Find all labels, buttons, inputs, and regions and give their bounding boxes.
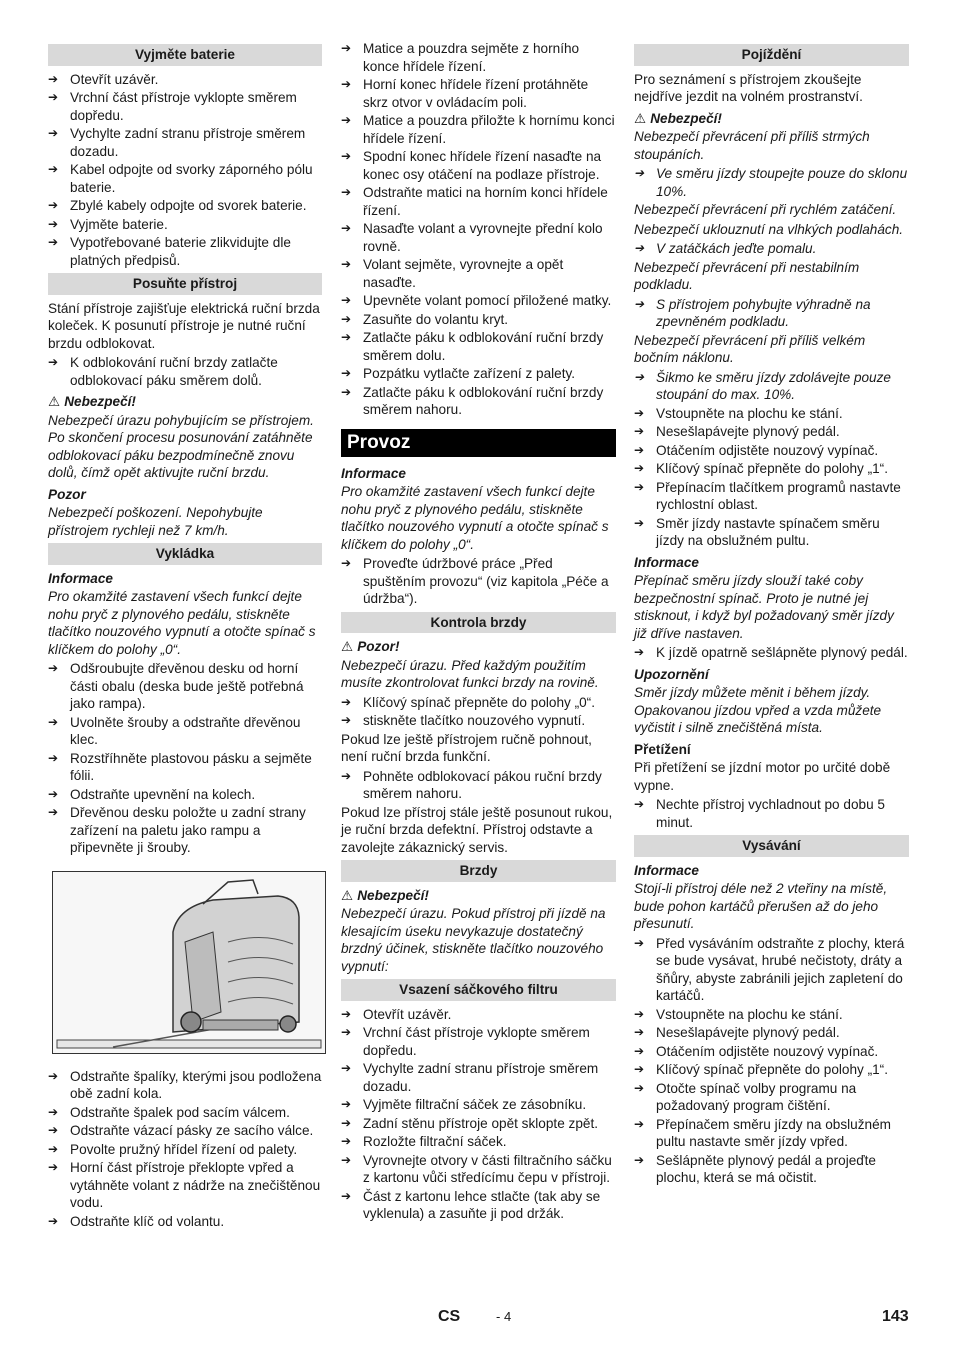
info-text: Pro okamžité zastavení všech funkcí dejte nohu pryč z plynového pedálu, stiskněte tlačítko nouzového vypnutí a otočte spínač s klíčkem do polohy „0“. xyxy=(48,589,316,657)
warning-triangle-icon: ⚠ xyxy=(341,639,354,654)
instruction-step: ➔ Nasaďte volant a vyrovnejte přední kolo rovně. xyxy=(341,220,616,255)
pojizdeni-steps xyxy=(634,405,909,550)
heading-vykladka: Vykládka xyxy=(48,543,322,565)
instruction-step: ➔ Vstoupněte na plochu ke stání. xyxy=(634,1006,909,1024)
notice-label: Upozornění xyxy=(634,666,709,682)
instruction-step: ➔ Horní část přístroje překlopte vpřed a vytáhněte volant z nádrže na znečištěnou vodu. xyxy=(48,1159,322,1212)
heading-posunte-pristroj: Posuňte přístroj xyxy=(48,273,322,295)
instruction-step: ➔ Rozstříhněte plastovou pásku a sejměte fólii. xyxy=(48,750,322,785)
caution-label: ⚠ Pozor! xyxy=(341,639,400,654)
steering-steps xyxy=(341,40,616,419)
caution-label: Pozor xyxy=(48,486,86,502)
instruction-step: ➔ Odstraňte upevnění na kolech. xyxy=(48,786,322,804)
danger-5: Nebezpečí převrácení při příliš velkém bočním náklonu. xyxy=(634,332,866,365)
danger-2: Nebezpečí převrácení při rychlém zatáčení. xyxy=(634,202,897,217)
info-label: Informace xyxy=(48,570,113,586)
info-label: Informace xyxy=(634,554,699,570)
kontrola-text-1: Pokud lze ještě přístrojem ručně pohnout, není ruční brzda funkční. xyxy=(341,731,592,764)
instruction-step: ➔ Odstraňte špalek pod sacím válcem. xyxy=(48,1104,322,1122)
instruction-step: ➔ Odstraňte vázací pásky ze sacího válce. xyxy=(48,1122,322,1140)
heading-vsazeni-filtru: Vsazení sáčkového filtru xyxy=(341,979,616,1001)
instruction-step: ➔ Upevněte volant pomocí přiložené matky. xyxy=(341,292,616,310)
heading-kontrola-brzdy: Kontrola brzdy xyxy=(341,612,616,634)
instruction-step: ➔ Část z kartonu lehce stlačte (tak aby se vyklenula) a zasuňte ji pod držák. xyxy=(341,1188,616,1223)
instruction-step: ➔ Otočte spínač volby programu na požadovaný program čištění. xyxy=(634,1080,909,1115)
heading-provoz: Provoz xyxy=(341,429,616,457)
overload-label: Přetížení xyxy=(634,741,691,757)
instruction-step: ➔ Otáčením odjistěte nouzový vypínač. xyxy=(634,1043,909,1061)
heading-vysavani: Vysávání xyxy=(634,835,909,857)
danger-label: ⚠ Nebezpečí! xyxy=(341,887,429,903)
column-middle xyxy=(341,40,616,1224)
instruction-step: ➔ Rozložte filtrační sáček. xyxy=(341,1133,616,1151)
danger-1: Nebezpečí převrácení při příliš strmých stoupáních. xyxy=(634,129,870,162)
caution-text: Nebezpečí úrazu. Před každým použitím musíte zkontrolovat funkci brzdy na rovině. xyxy=(341,657,599,690)
vysavani-steps xyxy=(634,935,909,1187)
instruction-step: ➔ Směr jízdy nastavte spínačem směru jízdy na obslužném pultu. xyxy=(634,515,909,550)
instruction-step: ➔ stiskněte tlačítko nouzového vypnutí. xyxy=(341,712,616,730)
notice-text: Směr jízdy můžete měnit i během jízdy. Opakovanou jízdou vpřed a vzda můžete vyčistit i silně znečištěná místa. xyxy=(634,685,882,735)
overload-step: ➔ Nechte přístroj vychladnout po dobu 5 minut. xyxy=(634,796,909,831)
instruction-step: ➔ Odstraňte špalíky, kterými jsou podložena obě zadní kola. xyxy=(48,1068,322,1103)
caution-text: Nebezpečí poškození. Nepohybujte přístrojem rychleji než 7 km/h. xyxy=(48,505,263,538)
heading-pojizdeni: Pojíždění xyxy=(634,44,909,66)
posunte-step: ➔ K odblokování ruční brzdy zatlačte odblokovací páku směrem dolů. xyxy=(48,354,322,389)
instruction-step: ➔ Vyjměte baterie. xyxy=(48,216,322,234)
info-label: Informace xyxy=(341,465,406,481)
vysavani-info-label: Informace xyxy=(634,862,699,878)
instruction-step: ➔ Vyjměte filtrační sáček ze zásobníku. xyxy=(341,1096,616,1114)
kontrola-steps xyxy=(341,694,616,730)
instruction-step: ➔ Nesešlapávejte plynový pedál. xyxy=(634,1024,909,1042)
after-unload-steps xyxy=(48,1068,322,1231)
safety-step-3: ➔ S přístrojem pohybujte výhradně na zpevněném podkladu. xyxy=(634,296,909,331)
instruction-step: ➔ Klíčový spínač přepněte do polohy „1“. xyxy=(634,1061,909,1079)
instruction-step: ➔ Otáčením odjistěte nouzový vypínač. xyxy=(634,442,909,460)
instruction-step: ➔ Vypotřebované baterie zlikvidujte dle platných předpisů. xyxy=(48,234,322,269)
column-left xyxy=(48,40,322,1231)
warning-triangle-icon: ⚠ xyxy=(634,110,647,126)
danger-label: ⚠ Nebezpečí! xyxy=(634,110,722,126)
instruction-step: ➔ Vrchní část přístroje vyklopte směrem dopředu. xyxy=(341,1024,616,1059)
instruction-step: ➔ Odstraňte matici na horním konci hřídele řízení. xyxy=(341,184,616,219)
instruction-step: ➔ Uvolněte šrouby a odstraňte dřevěnou klec. xyxy=(48,714,322,749)
info-text: Přepínač směru jízdy slouží také coby bezpečnostní spínač. Proto je nutné jej stisknout, i když byl požadovaný směr jízdy již dříve nastaven. xyxy=(634,573,894,641)
column-right xyxy=(634,40,909,1188)
instruction-step: ➔ Pozpátku vytlačte zařízení z palety. xyxy=(341,365,616,383)
instruction-step: ➔ Kabel odpojte od svorky záporného pólu baterie. xyxy=(48,161,322,196)
instruction-step: ➔ Klíčový spínač přepněte do polohy „0“. xyxy=(341,694,616,712)
info-text: Pro okamžité zastavení všech funkcí dejte nohu pryč z plynového pedálu, stiskněte tlačítko nouzového vypnutí a otočte spínač s klíčkem do polohy „0“. xyxy=(341,484,609,552)
footer-language: CS xyxy=(438,1308,461,1325)
heading-vyjmete-baterie: Vyjměte baterie xyxy=(48,44,322,66)
danger-text: Nebezpečí úrazu pohybujícím se přístrojem. Po skončení procesu posunování zatáhněte odblokovací páku bezpodmínečně znovu dolů, čímž opět aktivujte ruční brzdu. xyxy=(48,412,314,480)
instruction-step: ➔ Klíčový spínač přepněte do polohy „1“. xyxy=(634,460,909,478)
danger-label: ⚠ Nebezpečí! xyxy=(48,394,136,409)
safety-step-1: ➔ Ve směru jízdy stoupejte pouze do sklonu 10%. xyxy=(634,165,909,200)
vysavani-info-text: Stojí-li přístroj déle než 2 vteřiny na místě, bude pohon kartáčů přerušen až do jeho přesunutí. xyxy=(634,881,888,931)
instruction-step: ➔ Před vysáváním odstraňte z plochy, která se bude vysávat, hrubé nečistoty, dráty a šňůry, abyste zabránili jejich zapletení do kartáčů. xyxy=(634,935,909,1005)
vyjmete-steps xyxy=(48,71,322,270)
warning-triangle-icon: ⚠ xyxy=(48,394,61,409)
instruction-step: ➔ Otevřít uzávěr. xyxy=(341,1006,616,1024)
instruction-step: ➔ Dřevěnou desku položte u zadní strany zařízení na paletu jako rampu a připevněte ji šrouby. xyxy=(48,804,322,857)
instruction-step: ➔ Přepínačem směru jízdy na obslužném pultu nastavte směr jízdy vpřed. xyxy=(634,1116,909,1151)
kontrola-text-2: Pokud lze přístroj stále ještě posunout rukou, je ruční brzda defektní. Přístroj odstavte a zavolejte zákaznický servis. xyxy=(341,804,613,855)
instruction-step: ➔ Matice a pouzdra přiložte k hornímu konci hřídele řízení. xyxy=(341,112,616,147)
instruction-step: ➔ Sešlápněte plynový pedál a projeďte plochu, která se má očistit. xyxy=(634,1152,909,1187)
pojizdeni-text: Pro seznámení s přístrojem zkoušejte nejdříve jezdit na volném prostranství. xyxy=(634,71,863,104)
posunte-text: Stání přístroje zajišťuje elektrická ruční brzda koleček. K posunutí přístroje je nutné ruční brzdu odblokovat. xyxy=(48,300,320,351)
heading-brzdy: Brzdy xyxy=(341,860,616,882)
machine-illustration xyxy=(52,871,326,1054)
footer-page-number: 143 xyxy=(882,1308,909,1325)
instruction-step: ➔ Otevřít uzávěr. xyxy=(48,71,322,89)
instruction-step: ➔ Odšroubujte dřevěnou desku od horní části obalu (deska bude ještě potřebná jako rampa). xyxy=(48,660,322,713)
danger-3: Nebezpečí uklouznutí na vlhkých podlahách. xyxy=(634,221,904,237)
provoz-step: ➔ Proveďte údržbové práce „Před spuštěním provozu“ (viz kapitola „Péče a údržba“). xyxy=(341,555,616,608)
instruction-step: ➔ Vstoupněte na plochu ke stání. xyxy=(634,405,909,423)
overload-text: Při přetížení se jízdní motor po určité době vypne. xyxy=(634,760,891,793)
brzdy-text: Nebezpečí úrazu. Pokud přístroj při jízdě na klesajícím úseku nevykazuje dostatečný brzdný účinek, stiskněte tlačítko nouzového vypnutí: xyxy=(341,906,606,974)
instruction-step: ➔ Spodní konec hřídele řízení nasaďte na konec osy otáčení na podlaze přístroje. xyxy=(341,148,616,183)
footer-subpage-prefix: - 4 xyxy=(496,1309,512,1324)
instruction-step: ➔ Zadní stěnu přístroje opět sklopte zpět. xyxy=(341,1115,616,1133)
instruction-step: ➔ Vrchní část přístroje vyklopte směrem dopředu. xyxy=(48,89,322,124)
instruction-step: ➔ Vychylte zadní stranu přístroje směrem dozadu. xyxy=(341,1060,616,1095)
instruction-step: ➔ Zatlačte páku k odblokování ruční brzdy směrem nahoru. xyxy=(341,384,616,419)
instruction-step: ➔ Zasuňte do volantu kryt. xyxy=(341,311,616,329)
scrubber-drawing xyxy=(53,872,325,1053)
instruction-step: ➔ Přepínacím tlačítkem programů nastavte rychlostní oblast. xyxy=(634,479,909,514)
safety-step-2: ➔ V zatáčkách jeďte pomalu. xyxy=(634,240,909,258)
instruction-step: ➔ Vychylte zadní stranu přístroje směrem dozadu. xyxy=(48,125,322,160)
warning-triangle-icon: ⚠ xyxy=(341,887,354,903)
instruction-step: ➔ Horní konec hřídele řízení protáhněte skrz otvor v ovládacím poli. xyxy=(341,76,616,111)
vykladka-steps xyxy=(48,660,322,857)
instruction-step: ➔ Zatlačte páku k odblokování ruční brzdy směrem dolu. xyxy=(341,329,616,364)
instruction-step: ➔ Volant sejměte, vyrovnejte a opět nasaďte. xyxy=(341,256,616,291)
instruction-step: ➔ Povolte pružný hřídel řízení od palety. xyxy=(48,1141,322,1159)
instruction-step: ➔ Vyrovnejte otvory v části filtračního sáčku z kartonu vůči středícímu čepu v přístroji. xyxy=(341,1152,616,1187)
kontrola-step-2: ➔ Pohněte odblokovací pákou ruční brzdy směrem nahoru. xyxy=(341,768,616,803)
jizda-step: ➔ K jízdě opatrně sešlápněte plynový pedál. xyxy=(634,644,909,662)
instruction-step: ➔ Matice a pouzdra sejměte z horního konce hřídele řízení. xyxy=(341,40,616,75)
danger-4: Nebezpečí převrácení při nestabilním podkladu. xyxy=(634,259,860,292)
instruction-step: ➔ Odstraňte klíč od volantu. xyxy=(48,1213,322,1231)
safety-step-4: ➔ Šikmo ke směru jízdy zdolávejte pouze stoupání do max. 10%. xyxy=(634,369,909,404)
instruction-step: ➔ Nesešlapávejte plynový pedál. xyxy=(634,423,909,441)
vsazeni-steps xyxy=(341,1006,616,1223)
instruction-step: ➔ Zbylé kabely odpojte od svorek baterie. xyxy=(48,197,322,215)
